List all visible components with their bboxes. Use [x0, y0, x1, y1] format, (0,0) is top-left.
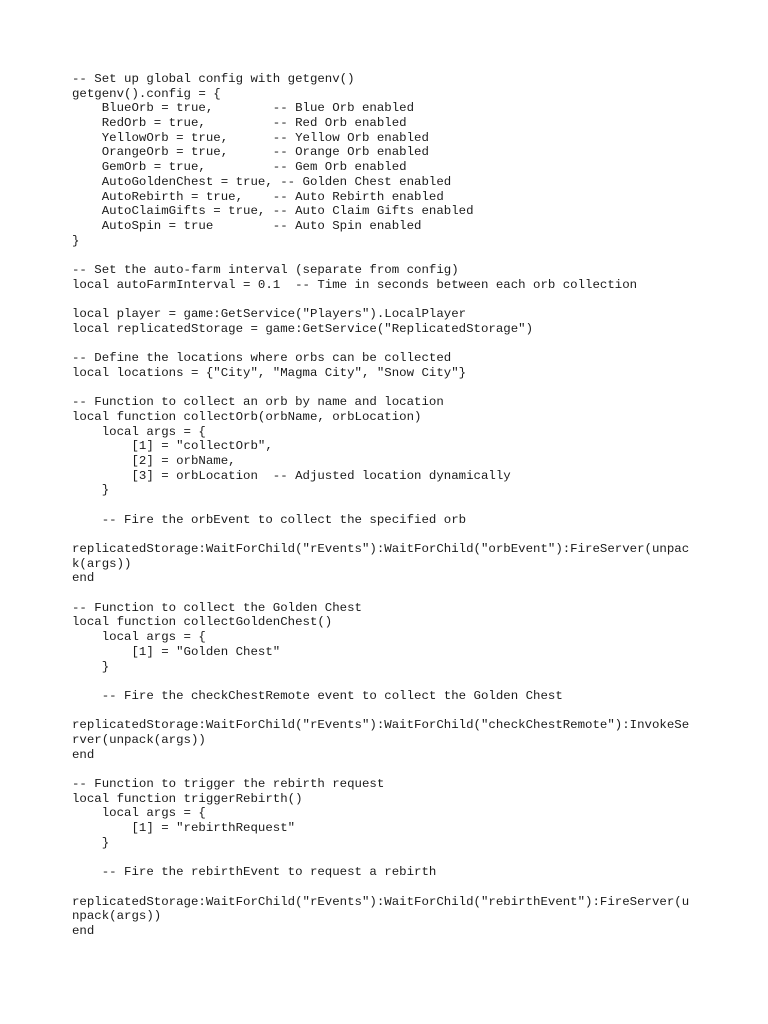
code-line: replicatedStorage:WaitForChild("rEvents"):WaitForChild("orbEvent"):FireServer(unpac: [72, 542, 690, 556]
code-line: local locations = {"City", "Magma City", "Snow City"}: [72, 365, 467, 380]
code-line: local replicatedStorage = game:GetService("ReplicatedStorage"): [72, 321, 534, 336]
code-line: local autoFarmInterval = 0.1 -- Time in seconds between each orb collection: [72, 277, 638, 292]
code-line: local function collectOrb(orbName, orbLocation): [72, 409, 422, 424]
code-line: local args = {: [72, 806, 206, 821]
code-line: YellowOrb = true, -- Yellow Orb enabled: [72, 130, 429, 145]
code-line: -- Fire the orbEvent to collect the specified orb: [72, 512, 467, 527]
code-line: -- Set the auto-farm interval (separate from config): [72, 262, 459, 277]
code-line: OrangeOrb = true, -- Orange Orb enabled: [72, 145, 429, 160]
code-line: getgenv().config = {: [72, 86, 221, 101]
code-line: end: [72, 571, 95, 586]
code-line: RedOrb = true, -- Red Orb enabled: [72, 116, 407, 131]
code-line: local function triggerRebirth(): [72, 791, 303, 806]
code-line: local args = {: [72, 424, 206, 439]
code-line: [72, 880, 712, 895]
code-line: BlueOrb = true, -- Blue Orb enabled: [72, 101, 415, 116]
code-line: local function collectGoldenChest(): [72, 615, 333, 630]
code-line: [1] = "collectOrb",: [72, 439, 273, 454]
code-line: end: [72, 747, 95, 762]
code-line: local player = game:GetService("Players").LocalPlayer: [72, 307, 467, 321]
code-line: replicatedStorage:WaitForChild("rEvents"):WaitForChild("rebirthEvent"):FireServer(u: [72, 894, 690, 909]
code-line: -- Define the locations where orbs can be collected: [72, 351, 452, 366]
code-line: replicatedStorage:WaitForChild("rEvents"):WaitForChild("checkChestRemote"):InvokeSe: [72, 718, 690, 733]
code-line: [2] = orbName,: [72, 453, 236, 468]
code-line: [72, 498, 712, 513]
code-line: npack(args)): [72, 909, 162, 924]
code-line: [3] = orbLocation -- Adjusted location dynamically: [72, 468, 511, 483]
code-line: [72, 248, 712, 263]
code-line: AutoGoldenChest = true, -- Golden Chest enabled: [72, 174, 452, 189]
code-line: [72, 586, 712, 601]
code-line: end: [72, 923, 95, 938]
code-line: -- Function to collect the Golden Chest: [72, 600, 362, 615]
code-line: }: [72, 483, 110, 498]
code-line: [72, 336, 712, 351]
code-line: [72, 762, 712, 777]
code-line: [72, 850, 712, 865]
code-line: -- Function to collect an orb by name and location: [72, 395, 444, 410]
code-line: AutoRebirth = true, -- Auto Rebirth enabled: [72, 189, 444, 204]
code-line: [72, 292, 712, 307]
code-line: [1] = "Golden Chest": [72, 644, 281, 659]
code-line: -- Fire the checkChestRemote event to collect the Golden Chest: [72, 688, 563, 703]
code-line: }: [72, 659, 110, 674]
document-page: [72, 72, 712, 939]
code-line: local args = {: [72, 630, 206, 645]
code-line: [1] = "rebirthRequest": [72, 821, 296, 836]
code-line: GemOrb = true, -- Gem Orb enabled: [72, 160, 407, 175]
code-line: [72, 674, 712, 689]
code-line: k(args)): [72, 556, 132, 571]
code-line: AutoClaimGifts = true, -- Auto Claim Gifts enabled: [72, 204, 474, 219]
code-line: AutoSpin = true -- Auto Spin enabled: [72, 218, 422, 233]
code-line: [72, 380, 712, 395]
code-line: }: [72, 233, 80, 248]
code-line: -- Function to trigger the rebirth request: [72, 777, 385, 791]
code-line: }: [72, 835, 110, 850]
code-line: [72, 527, 712, 542]
code-line: -- Set up global config with getgenv(): [72, 72, 355, 86]
code-line: -- Fire the rebirthEvent to request a rebirth: [72, 865, 437, 880]
code-line: [72, 704, 712, 719]
code-line: rver(unpack(args)): [72, 732, 206, 747]
